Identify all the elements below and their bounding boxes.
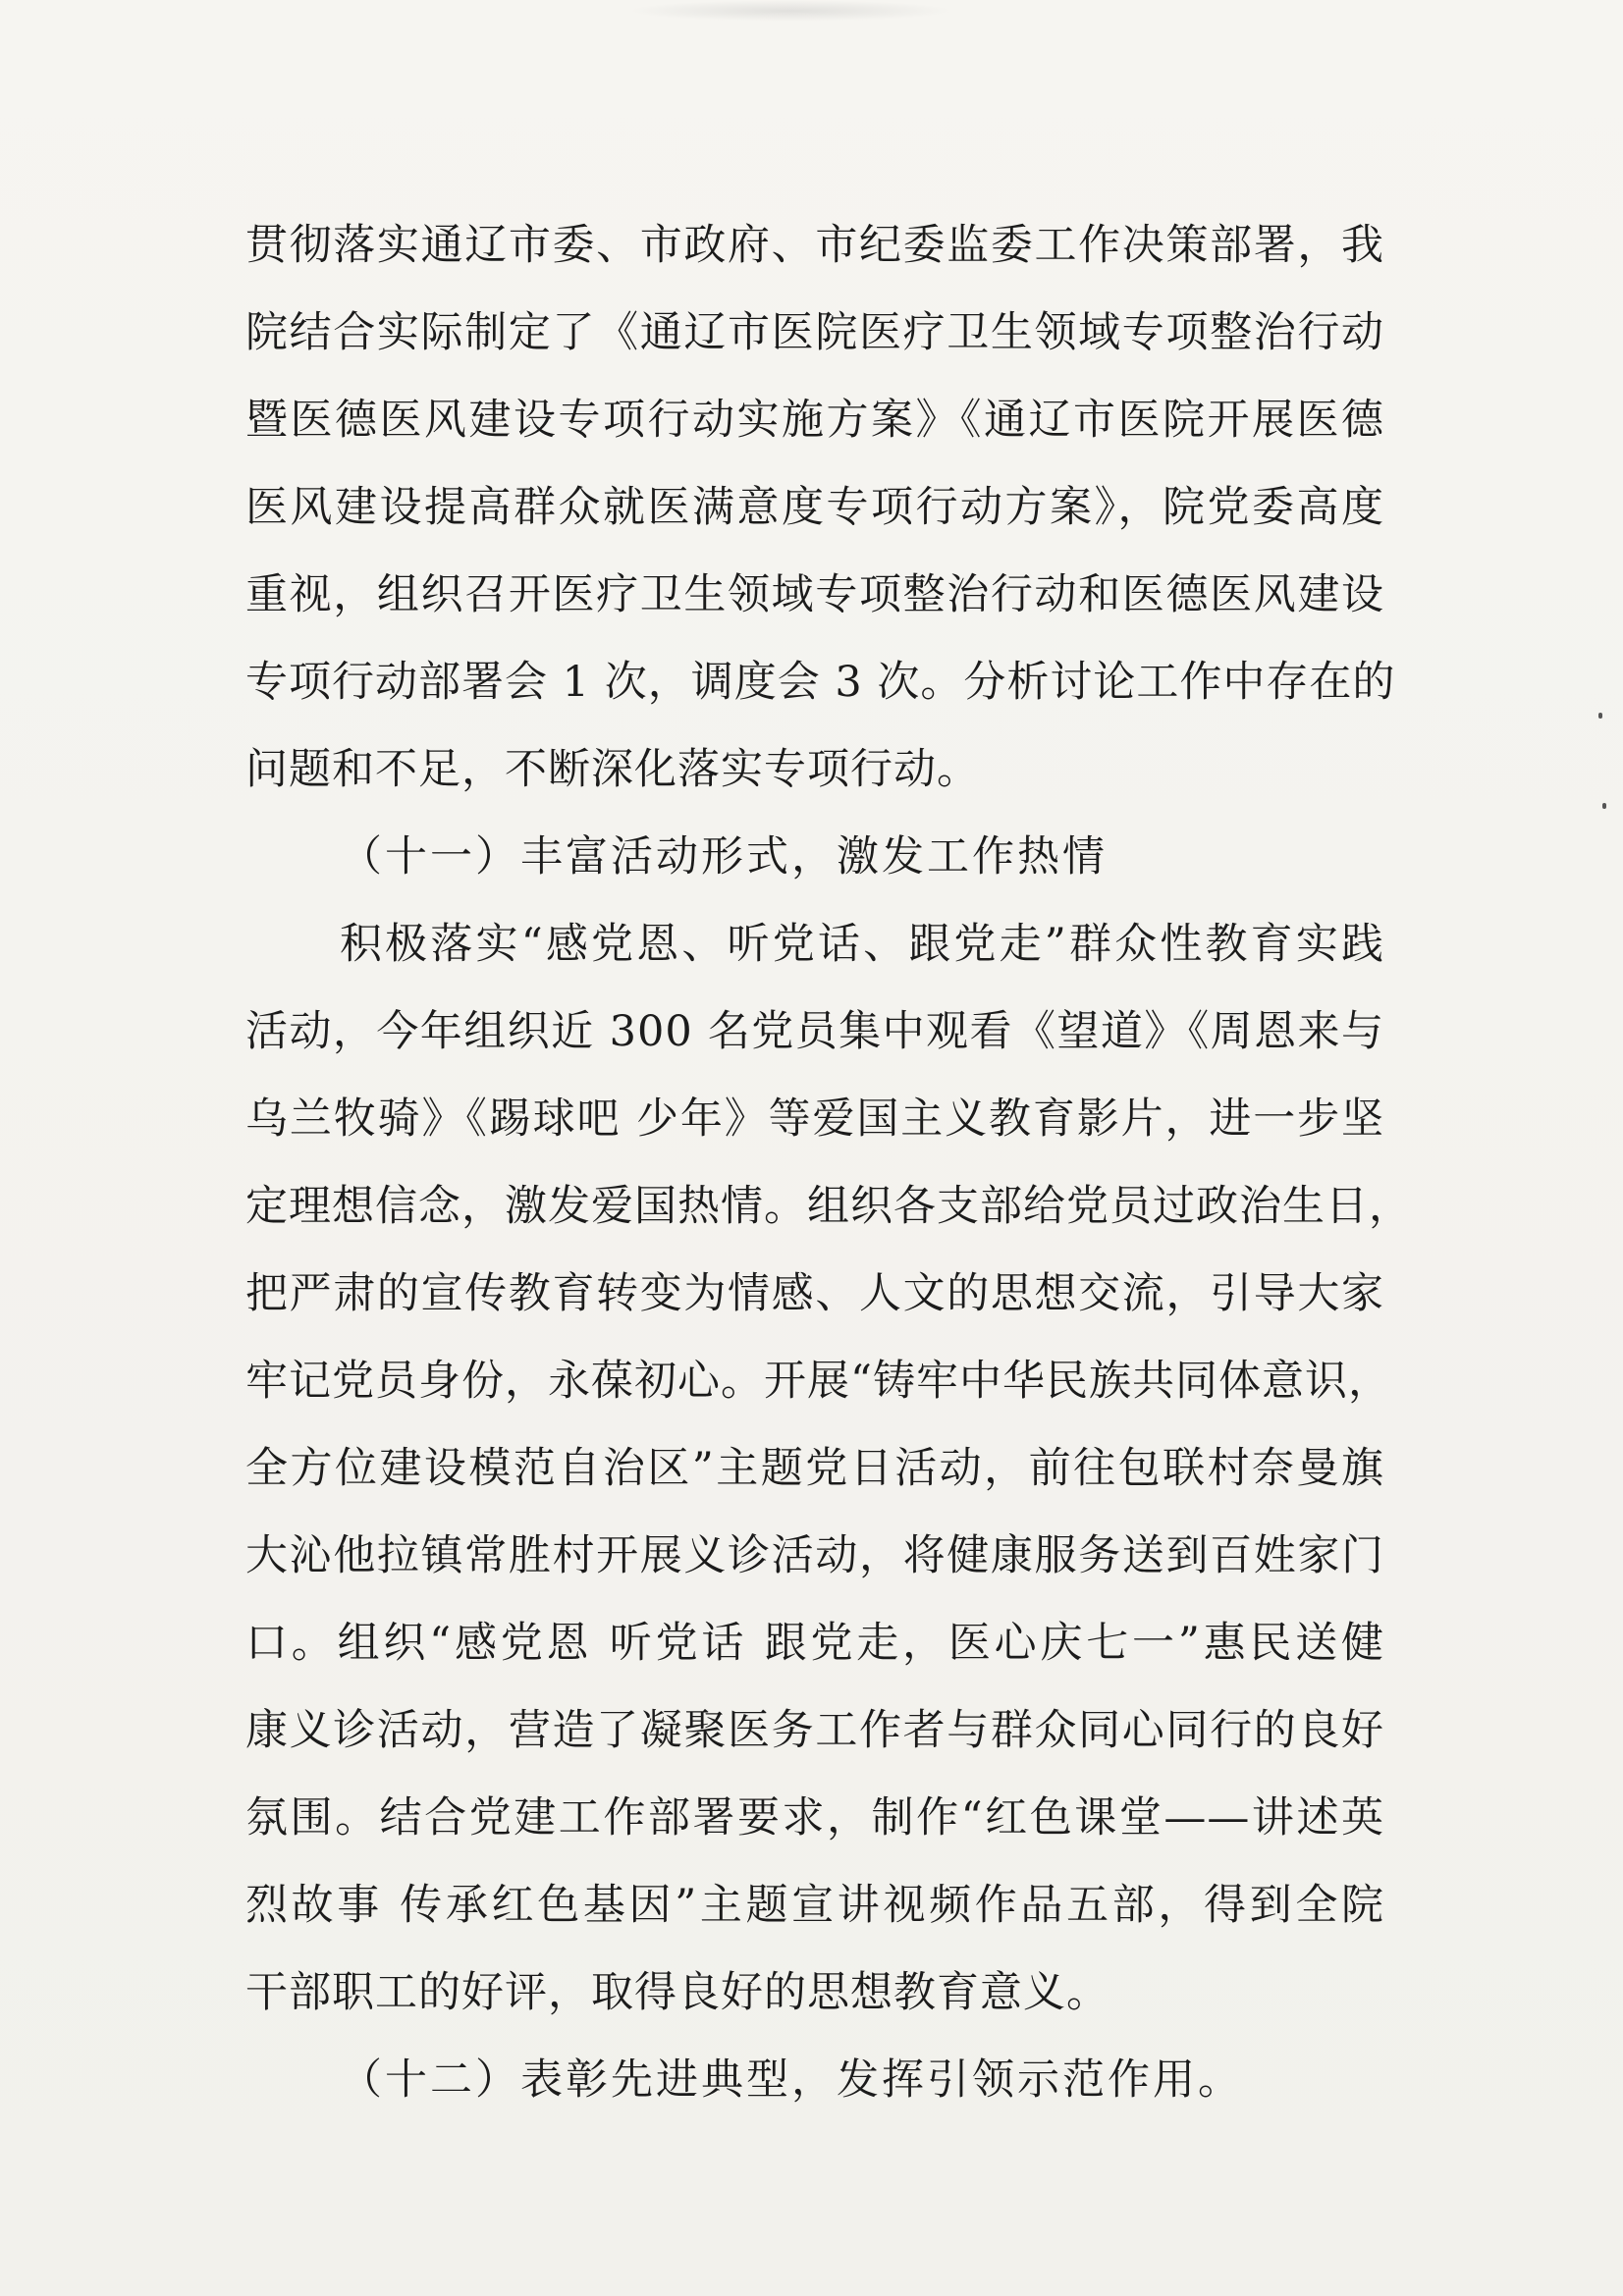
scan-speck: [1598, 713, 1602, 719]
text-line: 康义诊活动，营造了凝聚医务工作者与群众同心同行的良好: [245, 1706, 1384, 1755]
text-line: 暨医德医风建设专项行动实施方案》《通辽市医院开展医德: [245, 396, 1384, 445]
scan-speck: [1602, 803, 1606, 809]
text-line: 牢记党员身份，永葆初心。开展“铸牢中华民族共同体意识，: [245, 1357, 1391, 1406]
text-line: 口。组织“感党恩 听党话 跟党走，医心庆七一”惠民送健: [245, 1619, 1384, 1668]
section-heading-12: （十二）表彰先进典型，发挥引领示范作用。: [340, 2056, 1243, 2105]
text-line: 问题和不足，不断深化落实专项行动。: [245, 745, 980, 794]
text-line: 干部职工的好评，取得良好的思想教育意义。: [245, 1968, 1109, 2017]
text-line: 烈故事 传承红色基因”主题宣讲视频作品五部，得到全院: [245, 1881, 1384, 1930]
text-line: 积极落实“感党恩、听党话、跟党走”群众性教育实践: [340, 920, 1384, 969]
text-line: 氛围。结合党建工作部署要求，制作“红色课堂——讲述英: [245, 1793, 1384, 1842]
text-line: 专项行动部署会 1 次，调度会 3 次。分析讨论工作中存在的: [245, 658, 1396, 707]
text-line: 定理想信念，激发爱国热情。组织各支部给党员过政治生日，: [245, 1182, 1412, 1231]
scan-shadow: [628, 0, 952, 22]
text-line: 活动，今年组织近 300 名党员集中观看《望道》《周恩来与: [245, 1007, 1384, 1056]
text-line: 贯彻落实通辽市委、市政府、市纪委监委工作决策部署，我: [245, 221, 1384, 270]
text-line: 医风建设提高群众就医满意度专项行动方案》，院党委高度: [245, 483, 1384, 532]
text-line: 重视，组织召开医疗卫生领域专项整治行动和医德医风建设: [245, 570, 1384, 619]
text-line: 把严肃的宣传教育转变为情感、人文的思想交流，引导大家: [245, 1269, 1384, 1318]
text-line: 乌兰牧骑》《踢球吧 少年》等爱国主义教育影片，进一步坚: [245, 1095, 1384, 1144]
text-line: 大沁他拉镇常胜村开展义诊活动，将健康服务送到百姓家门: [245, 1531, 1384, 1580]
section-heading-11: （十一）丰富活动形式，激发工作热情: [340, 832, 1108, 881]
text-line: 全方位建设模范自治区”主题党日活动，前往包联村奈曼旗: [245, 1444, 1384, 1493]
text-line: 院结合实际制定了《通辽市医院医疗卫生领域专项整治行动: [245, 308, 1384, 357]
document-body: [245, 202, 1412, 2124]
